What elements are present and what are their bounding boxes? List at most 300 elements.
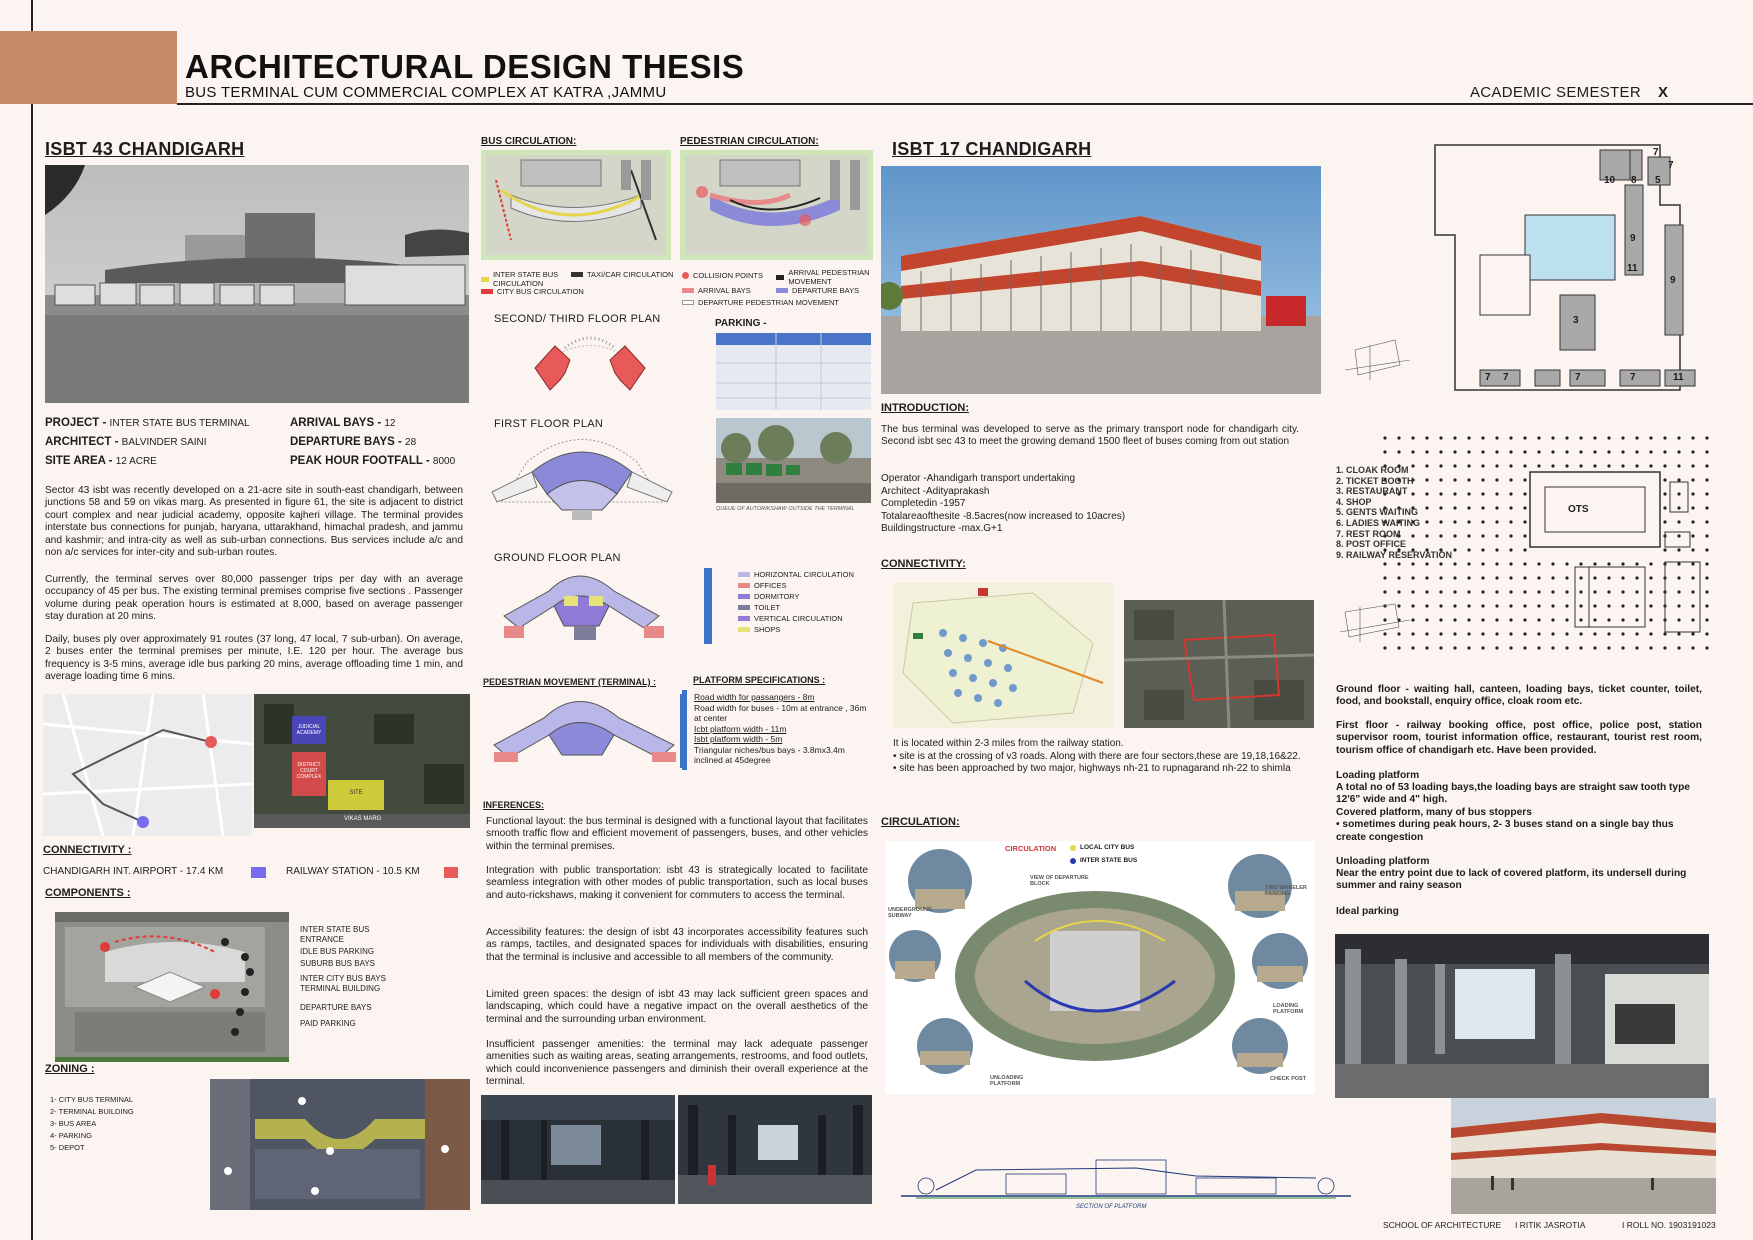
- legend-swatch: [738, 627, 750, 632]
- grid-dot: [1579, 450, 1582, 453]
- grid-dot: [1691, 520, 1694, 523]
- grid-dot: [1411, 436, 1414, 439]
- fact-label: ARCHITECT -: [45, 436, 119, 448]
- room-item: 4. SHOP: [1336, 496, 1372, 507]
- grid-dot: [1411, 590, 1414, 593]
- grid-dot: [1691, 492, 1694, 495]
- site-label-judicial: JUDICIAL ACADEMY: [296, 724, 322, 736]
- grid-dot: [1649, 464, 1652, 467]
- grid-dot: [1481, 506, 1484, 509]
- room-item: 9. RAILWAY RESERVATION: [1336, 549, 1453, 560]
- grid-dot: [1523, 632, 1526, 635]
- bus-circulation-title: BUS CIRCULATION:: [481, 136, 577, 147]
- grid-dot: [1453, 562, 1456, 565]
- plan-num: 5: [1655, 175, 1661, 186]
- legend-swatch: [481, 289, 493, 294]
- grid-dot: [1481, 548, 1484, 551]
- grid-dot: [1481, 450, 1484, 453]
- grid-dot: [1593, 464, 1596, 467]
- brand-color-block: [0, 31, 177, 104]
- grid-dot: [1593, 632, 1596, 635]
- fact-label: DEPARTURE BAYS -: [290, 436, 402, 448]
- grid-dot: [1705, 506, 1708, 509]
- grid-dot: [1663, 492, 1666, 495]
- grid-dot: [1509, 646, 1512, 649]
- platform-spec-text: Triangular niches/bus bays - 3.8mx3.4m inclined at 45degree: [694, 744, 845, 765]
- grid-dot: [1621, 618, 1624, 621]
- grid-dot: [1523, 604, 1526, 607]
- fact-arrival-bays: [290, 417, 396, 429]
- grid-dot: [1495, 534, 1498, 537]
- plan-num: 11: [1627, 263, 1638, 274]
- grid-dot: [1593, 436, 1596, 439]
- intro-title: INTRODUCTION:: [881, 402, 969, 414]
- grid-dot: [1635, 646, 1638, 649]
- grid-dot: [1383, 632, 1386, 635]
- isbt43-para-2: Currently, the terminal serves over 80,000 passenger trips per day with an average occupancy of 45 per bus. The existing terminal premises comprise five sections . Passenger volume during peak operation hours is estimated at 8,000, based on average passenger stay duration at 20 mins.: [45, 574, 463, 623]
- legend-label: CITY BUS CIRCULATION: [497, 287, 584, 296]
- inferences-title: INFERENCES:: [483, 800, 545, 810]
- grid-dot: [1523, 562, 1526, 565]
- grid-dot: [1411, 604, 1414, 607]
- legend-swatch: [682, 272, 689, 279]
- fact-value: BALVINDER SAINI: [121, 437, 207, 448]
- grid-dot: [1691, 618, 1694, 621]
- grid-dot: [1481, 464, 1484, 467]
- grid-dot: [1551, 562, 1554, 565]
- legend-label: HORIZONTAL CIRCULATION: [754, 570, 854, 579]
- legend-label: DEPARTURE BAYS: [792, 286, 860, 295]
- legend-horizontal-circulation: [738, 570, 854, 579]
- zone-4: 4- PARKING: [50, 1131, 92, 1140]
- legend-label: DEPARTURE PEDESTRIAN MOVEMENT: [698, 298, 839, 307]
- legend-swatch: [738, 616, 750, 621]
- grid-dot: [1453, 632, 1456, 635]
- circulation-title: CIRCULATION:: [881, 816, 960, 828]
- loading-line: Covered platform, many of bus stoppers: [1336, 806, 1532, 818]
- grid-dot: [1705, 548, 1708, 551]
- fact-value: INTER STATE BUS TERMINAL: [109, 418, 250, 429]
- grid-dot: [1635, 562, 1638, 565]
- grid-dot: [1523, 576, 1526, 579]
- sheet-subtitle: BUS TERMINAL CUM COMMERCIAL COMPLEX AT KATRA ,JAMMU: [185, 84, 667, 101]
- grid-dot: [1649, 646, 1652, 649]
- bus-circulation-plan: [481, 150, 671, 260]
- grid-dot: [1621, 576, 1624, 579]
- grid-dot: [1551, 436, 1554, 439]
- grid-dot: [1579, 632, 1582, 635]
- legend-label: LOCAL CITY BUS: [1080, 844, 1135, 851]
- fact-label: PROJECT -: [45, 417, 107, 429]
- legend-departure-bays: [776, 286, 859, 295]
- grid-dot: [1663, 520, 1666, 523]
- grid-dot: [1467, 450, 1470, 453]
- grid-dot: [1481, 646, 1484, 649]
- legend-label: INTER STATE BUS CIRCULATION: [492, 270, 559, 288]
- grid-dot: [1439, 590, 1442, 593]
- grid-dot: [1593, 576, 1596, 579]
- grid-dot: [1383, 646, 1386, 649]
- grid-dot: [1537, 576, 1540, 579]
- grid-dot: [1593, 450, 1596, 453]
- isbt43-para-3: Daily, buses ply over approximately 91 routes (37 long, 47 local, 7 sub-urban). On average, 2 buses enter the terminal premises per minute, I.E. 120 per hour. The average bus frequency is 3-5 mins, average idle bus parking 20 mins, average offloading time 1 min, and average loading time 6 mins.: [45, 634, 463, 683]
- platform-section-sketch: [896, 1138, 1356, 1218]
- grid-dot: [1509, 464, 1512, 467]
- isbt17-fact: Totalareaofthesite -8.5acres(now increased to 10acres): [881, 510, 1126, 522]
- intro-text: The bus terminal was developed to serve as the primary transport node for chandigarh city. Second isbt sec 43 to meet the growing demand 1500 fleet of buses coming from out station: [881, 424, 1299, 448]
- grid-dot: [1663, 464, 1666, 467]
- grid-dot: [1383, 576, 1386, 579]
- grid-dot: [1635, 590, 1638, 593]
- grid-dot: [1677, 450, 1680, 453]
- room-item: 6. LADIES WAITING: [1336, 517, 1421, 528]
- grid-dot: [1495, 520, 1498, 523]
- grid-dot: [1481, 520, 1484, 523]
- grid-dot: [1677, 604, 1680, 607]
- component-departure-bays: DEPARTURE BAYS: [300, 1003, 372, 1012]
- component-intercity-bays: INTER CITY BUS BAYS: [300, 974, 386, 983]
- connectivity-line: • site is at the crossing of v3 roads. Along with there are four sectors,these are 19,18,16&22.: [893, 750, 1301, 762]
- grid-dot: [1509, 478, 1512, 481]
- grid-dot: [1453, 576, 1456, 579]
- room-item: 1. CLOAK ROOM: [1336, 465, 1409, 475]
- loading-line: • sometimes during peak hours, 2- 3 buses stand on a single bay thus create congestion: [1336, 819, 1674, 843]
- legend-interstate: [481, 270, 571, 288]
- site-label-court: DISTRICT COURT COMPLEX: [296, 762, 322, 780]
- terminal-interior-photo-2: [678, 1095, 872, 1204]
- grid-dot: [1495, 548, 1498, 551]
- grid-dot: [1691, 632, 1694, 635]
- grid-dot: [1439, 618, 1442, 621]
- grid-dot: [1565, 436, 1568, 439]
- grid-dot: [1579, 576, 1582, 579]
- grid-dot: [1425, 632, 1428, 635]
- legend-label: OFFICES: [754, 581, 787, 590]
- grid-dot: [1397, 590, 1400, 593]
- grid-dot: [1397, 436, 1400, 439]
- grid-dot: [1467, 576, 1470, 579]
- room-item: 3. RESTAURANT: [1336, 486, 1408, 497]
- grid-dot: [1691, 646, 1694, 649]
- grid-dot: [1649, 450, 1652, 453]
- grid-dot: [1691, 548, 1694, 551]
- legend-swatch: [481, 277, 489, 282]
- plan-num: 7: [1668, 160, 1674, 171]
- grid-dot: [1537, 436, 1540, 439]
- grid-dot: [1481, 534, 1484, 537]
- grid-dot: [1509, 534, 1512, 537]
- legend-label: ARRIVAL BAYS: [698, 286, 751, 295]
- grid-dot: [1425, 576, 1428, 579]
- grid-dot: [1607, 604, 1610, 607]
- semester-label: ACADEMIC SEMESTER: [1470, 84, 1641, 101]
- grid-dot: [1523, 492, 1526, 495]
- component-terminal-building: TERMINAL BUILDING: [300, 984, 381, 993]
- grid-dot: [1677, 548, 1680, 551]
- grid-dot: [1467, 478, 1470, 481]
- grid-dot: [1453, 618, 1456, 621]
- legend-departure-movement: [682, 298, 839, 307]
- grid-dot: [1453, 646, 1456, 649]
- grid-dot: [1621, 450, 1624, 453]
- parking-table: [716, 333, 871, 410]
- room-item: 7. REST ROOM: [1336, 528, 1401, 539]
- platform-spec: [694, 734, 874, 745]
- grid-dot: [1523, 590, 1526, 593]
- isbt17-photo: [881, 166, 1321, 394]
- grid-dot: [1705, 436, 1708, 439]
- grid-dot: [1425, 450, 1428, 453]
- ots-label: OTS: [1568, 504, 1589, 515]
- isbt17-fact: Architect -Adityaprakash: [881, 485, 990, 497]
- grid-dot: [1495, 450, 1498, 453]
- grid-dot: [1411, 646, 1414, 649]
- ground-floor-title: GROUND FLOOR PLAN: [494, 552, 621, 564]
- grid-dot: [1691, 506, 1694, 509]
- grid-dot: [1705, 618, 1708, 621]
- grid-dot: [1579, 436, 1582, 439]
- label-loading-platform: LOADING PLATFORM: [1273, 1003, 1304, 1015]
- ideal-parking-photo: [1335, 934, 1709, 1098]
- platform-spec: [694, 724, 874, 735]
- grid-dot: [1481, 562, 1484, 565]
- grid-dot: [1705, 478, 1708, 481]
- grid-dot: [1635, 632, 1638, 635]
- header-rule: [177, 103, 1753, 105]
- grid-dot: [1537, 590, 1540, 593]
- footer-roll: I ROLL NO. 1903191023: [1622, 1220, 1716, 1230]
- component-paid-parking: PAID PARKING: [300, 1019, 356, 1028]
- unloading-platform-text: Near the entry point due to lack of covered platform, its undersell during summer and rainy season: [1336, 868, 1687, 892]
- grid-dot: [1607, 632, 1610, 635]
- grid-dot: [1691, 576, 1694, 579]
- grid-dot: [1467, 492, 1470, 495]
- grid-dot: [1677, 590, 1680, 593]
- grid-dot: [1705, 450, 1708, 453]
- grid-dot: [1425, 436, 1428, 439]
- grid-dot: [1691, 464, 1694, 467]
- platform-spec-text: Road width for passangers - 8m: [694, 692, 815, 702]
- grid-dot: [1705, 534, 1708, 537]
- grid-dot: [1509, 450, 1512, 453]
- grid-dot: [1439, 450, 1442, 453]
- grid-dot: [1565, 604, 1568, 607]
- grid-dot: [1635, 436, 1638, 439]
- inference-2: Integration with public transportation: isbt 43 is strategically located to facilitate seamless integration with other modes of public transportation, such as local buses and auto-rickshaws, making it convenient for commuters to access the terminal.: [486, 865, 868, 901]
- grid-dot: [1537, 604, 1540, 607]
- isbt43-para-1: Sector 43 isbt was recently developed on a 21-acre site in south-east chandigarh, between junctions 58 and 59 on vikas marg. As presented in figure 61, the site is adjacent to district court complex and near judicial academy, opposite kajheri village. The terminal provides interstate bus connections for punjab, haryana, uttarakhand, himachal pradesh, and jammu and kashmir; and intra-city as well as sub-urban connections. Bus services include a/c and non a/c services for inter-city and sub-urban routes.: [45, 485, 463, 559]
- grid-dot: [1495, 604, 1498, 607]
- grid-dot: [1523, 520, 1526, 523]
- sheet-title: ARCHITECTURAL DESIGN THESIS: [185, 48, 745, 85]
- grid-dot: [1607, 646, 1610, 649]
- connectivity-line: • site has been approached by two major, highways nh-21 to rupnagarand nh-22 to shimla: [893, 763, 1291, 774]
- grid-dot: [1467, 632, 1470, 635]
- plan-num: 11: [1673, 372, 1684, 383]
- grid-dot: [1579, 604, 1582, 607]
- grid-dot: [1509, 520, 1512, 523]
- grid-dot: [1691, 478, 1694, 481]
- grid-dot: [1621, 464, 1624, 467]
- grid-dot: [1621, 646, 1624, 649]
- isbt17-fact: Buildingstructure -max.G+1: [881, 523, 1003, 534]
- isbt17-fact: Operator -Ahandigarh transport undertaking: [881, 473, 1076, 484]
- grid-dot: [1495, 632, 1498, 635]
- grid-dot: [1397, 604, 1400, 607]
- legend-label: TOILET: [754, 603, 781, 612]
- grid-dot: [1565, 632, 1568, 635]
- fact-departure-bays: [290, 436, 416, 448]
- grid-dot: [1635, 576, 1638, 579]
- grid-dot: [1565, 450, 1568, 453]
- grid-dot: [1621, 604, 1624, 607]
- platform-spec-text: Isbt platform width - 5m: [694, 734, 783, 744]
- grid-dot: [1439, 646, 1442, 649]
- grid-dot: [1551, 450, 1554, 453]
- grid-dot: [1495, 646, 1498, 649]
- left-border-line: [31, 0, 33, 1240]
- fact-project: [45, 417, 250, 429]
- grid-dot: [1453, 478, 1456, 481]
- grid-dot: [1481, 632, 1484, 635]
- first-floor-text: First floor - railway booking office, post office, police post, station supervisor room, tourist information office, restaurant, tourist rest room, tourism office of chandigarh etc. Have been provided.: [1336, 720, 1702, 756]
- loading-platform-text: [1336, 782, 1702, 844]
- grid-dot: [1509, 436, 1512, 439]
- grid-dot: [1481, 604, 1484, 607]
- fact-peak-footfall: [290, 455, 455, 467]
- grid-dot: [1649, 576, 1652, 579]
- grid-dot: [1509, 618, 1512, 621]
- grid-dot: [1439, 604, 1442, 607]
- legend-arrival-movement: [776, 268, 876, 286]
- first-floor-plan: [487, 432, 677, 524]
- grid-dot: [1509, 604, 1512, 607]
- grid-dot: [1579, 464, 1582, 467]
- plan-num: 9: [1670, 275, 1676, 286]
- grid-dot: [1481, 576, 1484, 579]
- grid-dot: [1425, 604, 1428, 607]
- grid-dot: [1607, 464, 1610, 467]
- plan-num: 7: [1503, 372, 1509, 383]
- grid-dot: [1481, 590, 1484, 593]
- grid-dot: [1481, 618, 1484, 621]
- plan-num: 3: [1573, 315, 1579, 326]
- legend-taxi: [571, 270, 673, 279]
- grid-dot: [1467, 590, 1470, 593]
- grid-dot: [1565, 618, 1568, 621]
- grid-dot: [1663, 548, 1666, 551]
- grid-dot: [1537, 464, 1540, 467]
- grid-dot: [1579, 618, 1582, 621]
- plan-num: 7: [1485, 372, 1491, 383]
- grid-dot: [1705, 520, 1708, 523]
- grid-dot: [1677, 534, 1680, 537]
- grid-dot: [1523, 436, 1526, 439]
- grid-dot: [1453, 548, 1456, 551]
- platform-spec: [694, 692, 874, 703]
- railway-swatch: [444, 867, 458, 878]
- grid-dot: [1663, 436, 1666, 439]
- legend-swatch: [682, 288, 694, 293]
- grid-dot: [1467, 436, 1470, 439]
- grid-dot: [1467, 618, 1470, 621]
- grid-dot: [1691, 590, 1694, 593]
- components-aerial: [55, 912, 289, 1062]
- parking-title: PARKING -: [715, 318, 767, 329]
- platform-spec: [694, 745, 874, 766]
- isbt43-site-aerial: [254, 694, 470, 828]
- zone-5: 5- DEPOT: [50, 1143, 85, 1152]
- grid-dot: [1649, 562, 1652, 565]
- label-underground-subway: UNDERGROUND SUBWAY: [888, 907, 932, 919]
- grid-dot: [1677, 492, 1680, 495]
- grid-dot: [1397, 562, 1400, 565]
- fact-value: 8000: [432, 456, 456, 467]
- grid-dot: [1537, 632, 1540, 635]
- grid-dot: [1509, 632, 1512, 635]
- inference-5: Insufficient passenger amenities: the terminal may lack adequate passenger amenities such as waiting areas, seating arrangements, restrooms, and food outlets, which could inconvenience passengers and diminish their overall experience at the terminal.: [486, 1039, 868, 1088]
- grid-dot: [1579, 562, 1582, 565]
- grid-dot: [1411, 632, 1414, 635]
- unloading-platform-title: Unloading platform: [1336, 856, 1430, 867]
- grid-dot: [1537, 646, 1540, 649]
- grid-dot: [1621, 632, 1624, 635]
- legend-arrival-bays: [682, 286, 751, 295]
- grid-dot: [1495, 618, 1498, 621]
- plan-num: 7: [1575, 372, 1581, 383]
- grid-dot: [1551, 632, 1554, 635]
- grid-dot: [1677, 506, 1680, 509]
- grid-dot: [1607, 618, 1610, 621]
- grid-dot: [1425, 646, 1428, 649]
- grid-dot: [1467, 464, 1470, 467]
- legend-shops: [738, 625, 780, 634]
- grid-dot: [1523, 534, 1526, 537]
- site-label-site: SITE: [349, 790, 363, 796]
- loading-platform-title: Loading platform: [1336, 770, 1420, 781]
- grid-dot: [1467, 604, 1470, 607]
- grid-dot: [1593, 646, 1596, 649]
- grid-dot: [1677, 520, 1680, 523]
- grid-dot: [1523, 506, 1526, 509]
- grid-dot: [1495, 590, 1498, 593]
- grid-dot: [1523, 548, 1526, 551]
- grid-dot: [1649, 632, 1652, 635]
- grid-dot: [1383, 618, 1386, 621]
- isbt43-location-map: [43, 694, 252, 836]
- isbt17-site-aerial: [1124, 600, 1314, 728]
- isbt17-title: ISBT 17 CHANDIGARH: [892, 139, 1092, 159]
- plan-num: 7: [1653, 147, 1659, 158]
- grid-dot: [1411, 576, 1414, 579]
- component-suburb-bays: SUBURB BUS BAYS: [300, 959, 375, 968]
- circulation-heading: CIRCULATION: [1005, 844, 1057, 853]
- platform-specs-list: [694, 692, 874, 766]
- grid-dot: [1663, 478, 1666, 481]
- grid-dot: [1467, 534, 1470, 537]
- component-isbt-entrance: INTER STATE BUS ENTRANCE: [300, 925, 370, 944]
- legend-swatch: [738, 583, 750, 588]
- grid-dot: [1705, 632, 1708, 635]
- grid-dot: [1509, 506, 1512, 509]
- isbt17-facts: [881, 473, 1181, 536]
- label-two-wheeler: TWO WHEELER PARKING: [1265, 885, 1307, 897]
- room-legend: [1336, 465, 1452, 560]
- grid-dot: [1495, 436, 1498, 439]
- legend-label: VERTICAL CIRCULATION: [754, 614, 843, 623]
- isbt17-block-plan: [1340, 135, 1715, 397]
- grid-dot: [1467, 506, 1470, 509]
